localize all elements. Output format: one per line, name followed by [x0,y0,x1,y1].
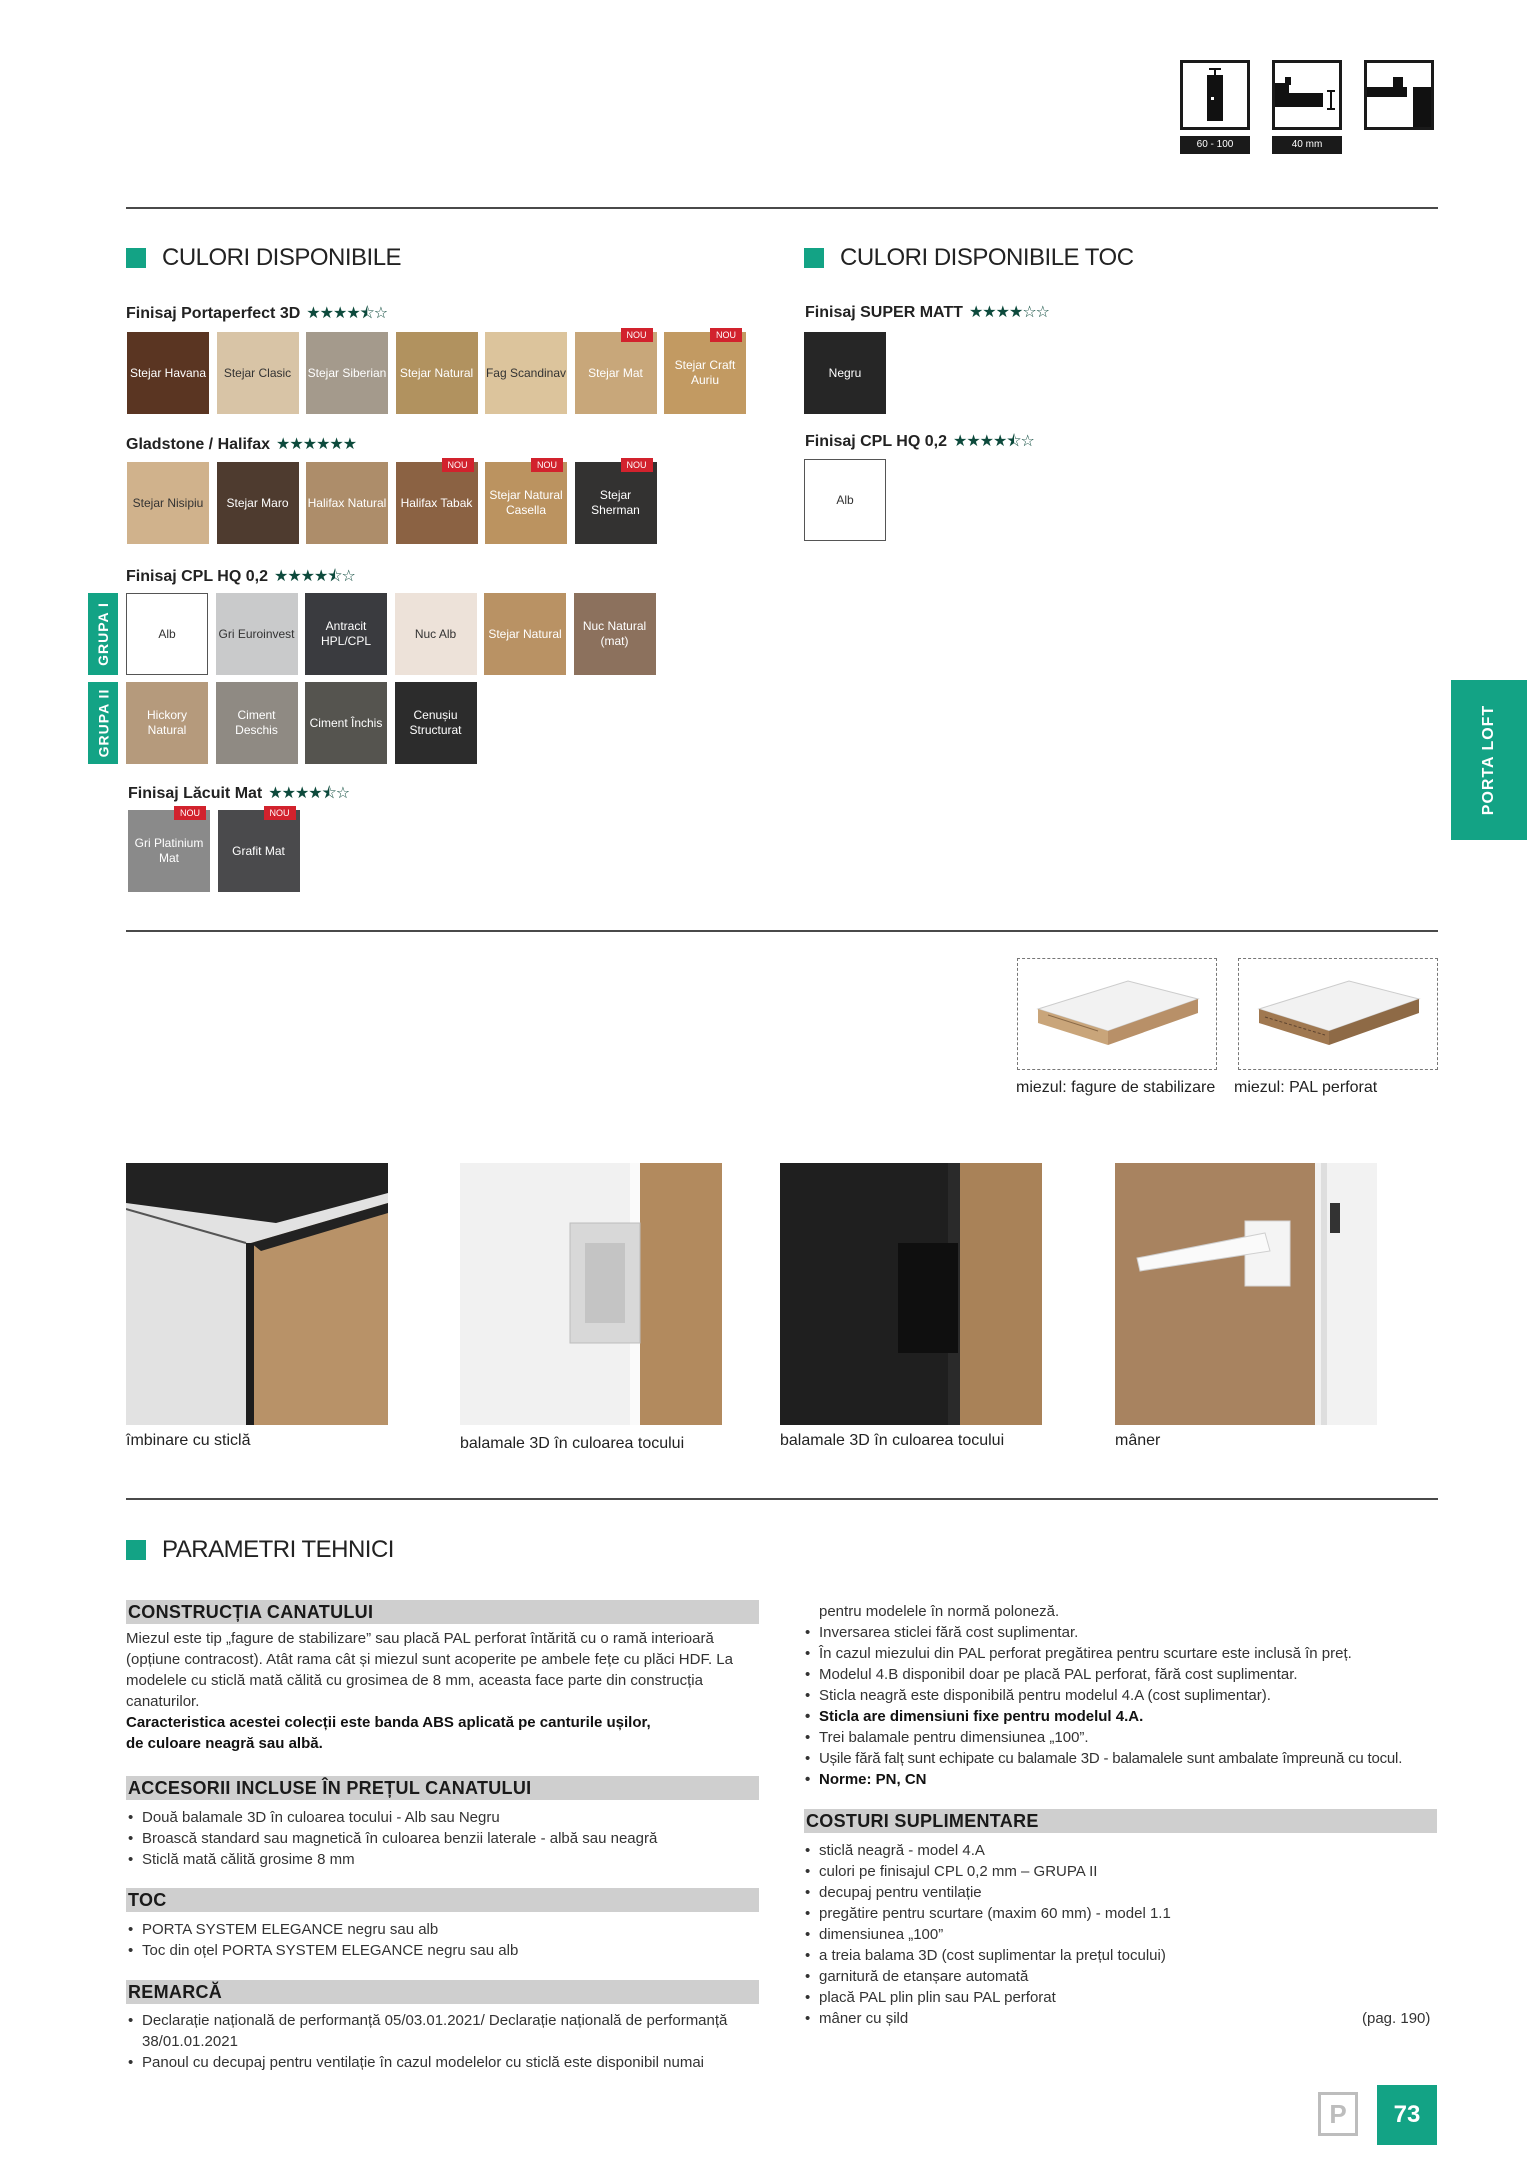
swatch-label: Alb [836,492,854,507]
swatch-label: Fag Scandinav [485,365,567,380]
core-caption-1: miezul: fagure de stabilizare [1016,1079,1216,1096]
wall-thickness-caption: 40 mm [1272,136,1342,154]
portaperfect-swatch [575,332,657,414]
cpl-grupa1-swatch [305,593,387,675]
list-item: • Modelul 4.B disponibil doar pe placă PAL perforat, fără cost suplimentar. [803,1664,1443,1685]
section-marker [126,1540,146,1560]
swatch-label: Ciment Închis [309,715,383,730]
swatch-label: Stejar Siberian [307,365,387,380]
swatch-label: Alb [158,626,176,641]
core-caption-2: miezul: PAL perforat [1234,1079,1378,1096]
portaperfect-swatch [127,332,209,414]
finish-label-toc-cpl: Finisaj CPL HQ 0,2 ★★★★⯪☆ [805,433,1034,450]
rating-stars: ★★★★★★ [276,436,357,453]
list-item: • sticlă neagră - model 4.A [803,1840,1443,1861]
swatch-label: Stejar Natural [399,365,474,380]
cpl-grupa1-swatch [216,593,298,675]
finish-label-portaperfect: Finisaj Portaperfect 3D ★★★★⯪☆ [126,305,388,322]
core-honeycomb-image [1017,958,1217,1070]
remarca-heading: REMARCĂ [126,1980,759,2004]
list-item: • Două balamale 3D în culoarea tocului - Alb sau Negru [126,1807,756,1828]
gladstone-swatch [306,462,388,544]
costuri-heading: COSTURI SUPLIMENTARE [804,1809,1437,1833]
photo-caption-3: balamale 3D în culoarea tocului [780,1432,1005,1449]
wall-thickness-icon [1272,60,1342,130]
gladstone-swatch [396,462,478,544]
photo-caption-1: îmbinare cu sticlă [126,1432,251,1449]
swatch-label: Stejar Craft Auriu [674,358,736,387]
swatch-label: Negru [828,365,862,380]
list-item: • Inversarea sticlei fără cost suplimentar. [803,1622,1443,1643]
swatch-label: Stejar Maro [226,495,289,510]
gladstone-swatch [485,462,567,544]
swatch-label: Nuc Alb [414,626,457,641]
finish-label-cpl: Finisaj CPL HQ 0,2 ★★★★⯪☆ [126,568,355,585]
new-badge: NOU [710,328,742,342]
new-badge: NOU [442,458,474,472]
list-item: • dimensiunea „100” [803,1924,1443,1945]
parametri-heading [126,1536,394,1564]
cpl-grupa2-swatch [305,682,387,764]
swatch-label: Stejar Havana [129,365,207,380]
accesorii-list [126,1807,756,1870]
constructia-bold-1: Caracteristica acestei colecții este banda ABS aplicată pe canturile ușilor, [126,1714,651,1731]
toc-cpl-swatch [804,459,886,541]
list-item: • a treia balama 3D (cost suplimentar la prețul tocului) [803,1945,1443,1966]
swatch-label: Stejar Natural [488,626,562,641]
finish-label-super-matt: Finisaj SUPER MATT ★★★★☆☆ [805,304,1049,321]
page-number: 73 [1377,2085,1437,2145]
list-item: • Ușile fără falț sunt echipate cu balamale 3D - balamalele sunt ambalate împreună cu tocul. [803,1748,1443,1769]
list-item-continued: pentru modelele în normă poloneză. [819,1603,1060,1620]
cpl-grupa1-swatch [126,593,208,675]
photo-hinge-white [460,1163,722,1425]
gladstone-swatch [127,462,209,544]
finish-label-lacuit: Finisaj Lăcuit Mat ★★★★⯪☆ [128,785,350,802]
list-item-bold: • Sticla are dimensiuni fixe pentru modelul 4.A. [803,1706,1443,1727]
door-height-caption: 60 - 100 [1180,136,1250,154]
parametri-title: PARAMETRI TEHNICI [162,1536,394,1563]
section-marker [804,248,824,268]
swatch-label: Halifax Natural [307,495,387,510]
swatch-label: Stejar Nisipiu [132,495,204,510]
divider [126,207,1438,209]
constructia-bold-2: de culoare neagră sau albă. [126,1735,323,1752]
remarca-continued-list [803,1601,1443,1790]
culori-heading [126,244,401,272]
accesorii-heading: ACCESORII INCLUSE ÎN PREȚUL CANATULUI [126,1776,759,1800]
new-badge: NOU [264,806,296,820]
swatch-label: Nuc Natural (mat) [582,619,647,648]
list-item: • Trei balamale pentru dimensiunea „100”. [803,1727,1443,1748]
costuri-list [803,1840,1443,2029]
gladstone-swatch [217,462,299,544]
list-item: • Declarație națională de performanță 05/03.01.2021/ Declarație națională de performanță 38/01.01.2021 [126,2010,766,2052]
list-item: • Sticla neagră este disponibilă pentru modelul 4.A (cost suplimentar). [803,1685,1443,1706]
swatch-label: Stejar Sherman [591,488,640,517]
frame-profile-icon [1364,60,1434,130]
swatch-label: Antracit HPL/CPL [320,619,372,648]
new-badge: NOU [621,458,653,472]
swatch-label: Ciment Deschis [235,708,278,737]
constructia-text: Miezul este tip „fagure de stabilizare” sau placă PAL perforat întărită cu o ramă interioară (opțiune contracost). Atât rama cât și miezul sunt acoperite pe ambele fețe cu plăci HDF. La modelele cu sticlă mată călită cu grosimea de 8 mm, aceasta face parte din construcția canaturilor. Caracteristica acestei colecții este banda ABS aplicată pe canturile ușilor, de culoare neagră sau albă. [126,1630,733,1752]
swatch-label: Halifax Tabak [400,495,473,510]
list-item: • Broască standard sau magnetică în culoarea benzii laterale - albă sau neagră [126,1828,756,1849]
divider [126,930,1438,932]
cpl-grupa1-swatch [574,593,656,675]
page-reference: (pag. 190) [1362,2010,1431,2027]
lacuit-swatch [128,810,210,892]
new-badge: NOU [621,328,653,342]
swatch-label: Stejar Mat [588,365,643,380]
swatch-label: Cenușiu Structurat [409,708,462,737]
swatch-label: Grafit Mat [232,843,285,858]
new-badge: NOU [531,458,563,472]
finish-label-gladstone: Gladstone / Halifax ★★★★★★ [126,436,357,453]
list-item: • PORTA SYSTEM ELEGANCE negru sau alb [126,1919,756,1940]
cpl-grupa1-swatch [484,593,566,675]
new-badge: NOU [174,806,206,820]
list-item: • Panoul cu decupaj pentru ventilație în cazul modelelor cu sticlă este disponibil numai [126,2052,766,2073]
photo-caption-2: balamale 3D în culoarea tocului [460,1435,685,1452]
grupa-2-label: GRUPA II [88,682,118,764]
photo-hinge-black [780,1163,1042,1425]
cpl-grupa2-swatch [216,682,298,764]
section-marker [126,248,146,268]
toc-super-matt-swatch [804,332,886,414]
swatch-label: Stejar Clasic [223,365,292,380]
cpl-grupa2-swatch [395,682,477,764]
core-pal-image [1238,958,1438,1070]
rating-stars: ★★★★⯪☆ [306,305,388,322]
swatch-label: Stejar Natural Casella [489,488,563,517]
list-item: • decupaj pentru ventilație [803,1882,1443,1903]
divider [126,1498,1438,1500]
brand-logo: P [1318,2092,1358,2136]
rating-stars: ★★★★⯪☆ [273,568,355,585]
remarca-list [126,2010,766,2073]
swatch-label: Hickory Natural [146,708,187,737]
list-item: • În cazul miezului din PAL perforat pregătirea pentru scurtare este inclusă în preț. [803,1643,1443,1664]
list-item-bold: • Norme: PN, CN [803,1769,1443,1790]
culori-title: CULORI DISPONIBILE [162,244,402,271]
toc-list [126,1919,756,1961]
rating-stars: ★★★★☆☆ [968,304,1049,321]
portaperfect-swatch [664,332,746,414]
list-item: • Toc din oțel PORTA SYSTEM ELEGANCE negru sau alb [126,1940,756,1961]
list-item: • mâner cu șild [803,2008,1443,2029]
list-item: • garnitură de etanșare automată [803,1966,1443,1987]
culori-toc-heading [804,244,1134,272]
photo-caption-4: mâner [1115,1432,1161,1449]
portaperfect-swatch [485,332,567,414]
cpl-grupa2-swatch [126,682,208,764]
door-height-icon [1180,60,1250,130]
lacuit-swatch [218,810,300,892]
side-tab-porta-loft: PORTA LOFT [1451,680,1527,840]
portaperfect-swatch [306,332,388,414]
grupa-1-label: GRUPA I [88,593,118,675]
list-item: • culori pe finisajul CPL 0,2 mm – GRUPA II [803,1861,1443,1882]
gladstone-swatch [575,462,657,544]
portaperfect-swatch [217,332,299,414]
photo-handle [1115,1163,1377,1425]
cpl-grupa1-swatch [395,593,477,675]
photo-glass-joint [126,1163,388,1425]
swatch-label: Gri Platinium Mat [134,836,204,865]
rating-stars: ★★★★⯪☆ [268,785,350,802]
swatch-label: Gri Euroinvest [218,626,295,641]
toc-heading: TOC [126,1888,759,1912]
list-item: • pregătire pentru scurtare (maxim 60 mm) - model 1.1 [803,1903,1443,1924]
portaperfect-swatch [396,332,478,414]
culori-toc-title: CULORI DISPONIBILE TOC [840,244,1134,271]
rating-stars: ★★★★⯪☆ [952,433,1034,450]
list-item: • placă PAL plin plin sau PAL perforat [803,1987,1443,2008]
constructia-heading: CONSTRUCȚIA CANATULUI [126,1600,759,1624]
list-item: • Sticlă mată călită grosime 8 mm [126,1849,756,1870]
